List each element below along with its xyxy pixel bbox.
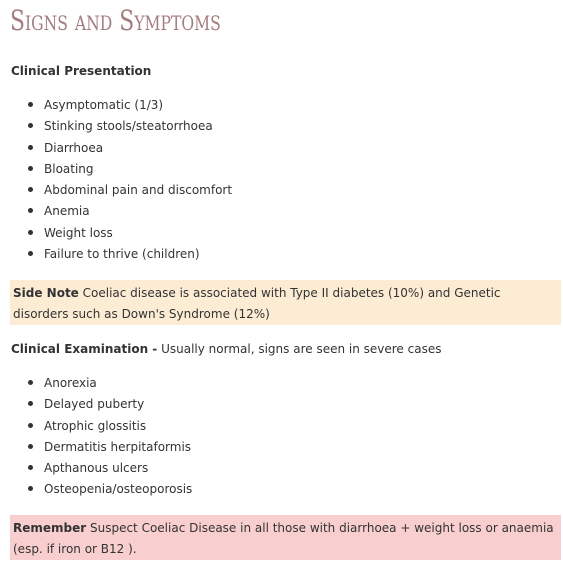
bullet-icon (28, 187, 33, 192)
list-item (0, 396, 192, 417)
bullet-icon (28, 486, 33, 491)
side-note-box (10, 280, 561, 325)
list-item (0, 140, 232, 161)
list-item (0, 97, 232, 118)
list-item (0, 460, 192, 481)
bullet-icon (28, 251, 33, 256)
list-item-text: Anemia (44, 204, 90, 219)
list-item (0, 225, 232, 246)
bullet-icon (28, 145, 33, 150)
list-item-text: Atrophic glossitis (44, 418, 147, 433)
list-item-text: Apthanous ulcers (44, 461, 149, 476)
clinical-examination-heading (11, 341, 441, 357)
bullet-icon (28, 208, 33, 213)
list-item (0, 481, 192, 502)
side-note-label: Side Note (13, 286, 79, 300)
clinical-examination-text: Usually normal, signs are seen in severe cases (157, 342, 442, 356)
clinical-presentation-heading (11, 63, 151, 79)
list-item-text: Stinking stools/steatorrhoea (44, 119, 213, 134)
bullet-icon (28, 444, 33, 449)
bullet-icon (28, 380, 33, 385)
list-item-text: Dermatitis herpitaformis (44, 439, 192, 454)
list-item-text: Weight loss (44, 225, 113, 240)
bullet-icon (28, 123, 33, 128)
list-item-text: Delayed puberty (44, 397, 145, 412)
remember-box (10, 515, 561, 560)
list-item (0, 246, 232, 267)
list-item-text: Failure to thrive (children) (44, 247, 200, 262)
side-note-text: Coeliac disease is associated with Type II diabetes (10%) and Genetic disorders such as Down's Syndrome (12%) (13, 286, 501, 321)
list-item-text: Bloating (44, 161, 94, 176)
remember-text: Suspect Coeliac Disease in all those with diarrhoea + weight loss or anaemia (esp. if iron or B12 ). (13, 521, 554, 556)
list-item-text: Diarrhoea (44, 140, 104, 155)
remember-label: Remember (13, 521, 87, 535)
list-item-text: Abdominal pain and discomfort (44, 183, 233, 198)
clinical-examination-label: Clinical Examination - (11, 342, 158, 356)
list-item-text: Anorexia (44, 376, 97, 390)
bullet-icon (28, 465, 33, 470)
bullet-icon (28, 166, 33, 171)
bullet-icon (28, 230, 33, 235)
list-item-text: Asymptomatic (1/3) (44, 98, 164, 112)
bullet-icon (28, 102, 33, 107)
list-item (0, 375, 192, 396)
list-item (0, 118, 232, 139)
list-item (0, 418, 192, 439)
page-title: Signs and Symptoms (10, 4, 221, 37)
list-item (0, 182, 232, 203)
list-item (0, 203, 232, 224)
clinical-examination-list (0, 375, 192, 503)
clinical-presentation-list (0, 97, 232, 267)
list-item-text: Osteopenia/osteoporosis (44, 482, 193, 497)
clinical-presentation-label: Clinical Presentation (11, 64, 152, 78)
list-item (0, 161, 232, 182)
list-item (0, 439, 192, 460)
bullet-icon (28, 401, 33, 406)
bullet-icon (28, 423, 33, 428)
